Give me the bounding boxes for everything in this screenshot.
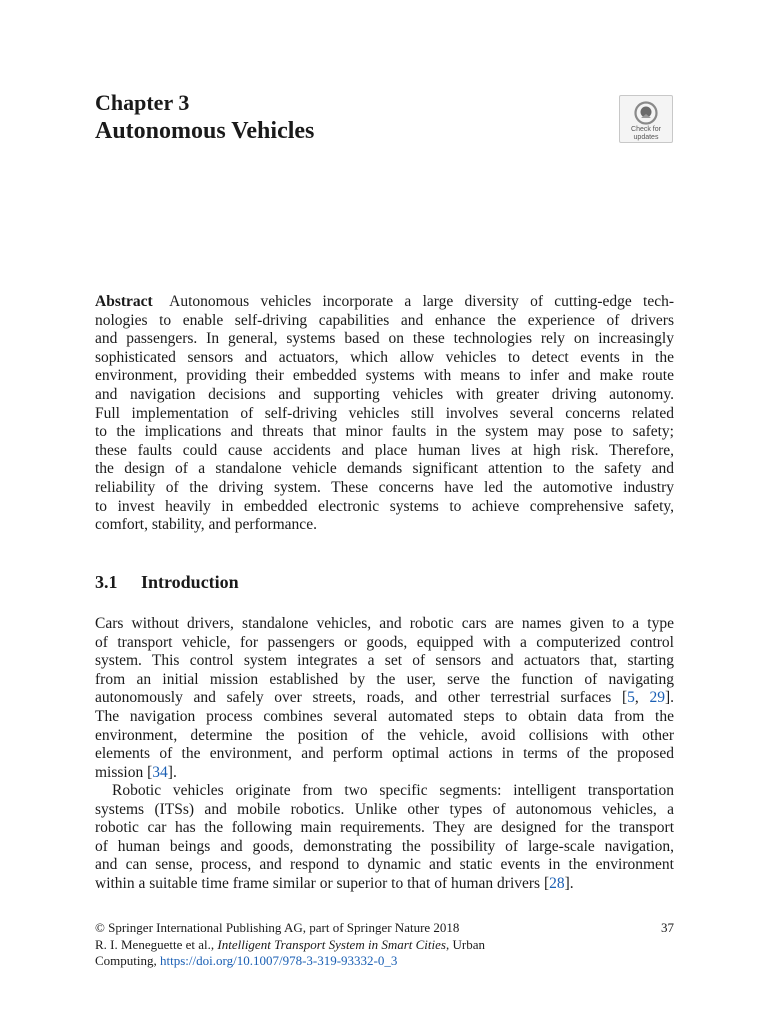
abstract-line: to invest heavily in embedded electronic systems to achieve comprehensive safety, <box>95 497 674 515</box>
citation-line: R. I. Meneguette et al., Intelligent Transport System in Smart Cities, Urban <box>95 936 485 952</box>
abstract-line: the design of a standalone vehicle demands significant attention to the safety and <box>95 460 674 478</box>
paragraph-line: systems (ITSs) and mobile robotics. Unlike other types of autonomous vehicles, a <box>95 800 674 818</box>
abstract-line: Abstract Autonomous vehicles incorporate a large diversity of cutting-edge tech- <box>95 293 674 310</box>
paragraph-line: system. This control system integrates a set of sensors and actuators that, starting <box>95 652 674 670</box>
abstract-line: nologies to enable self-driving capabilities and enhance the experience of drivers <box>95 311 674 329</box>
abstract-line: Full implementation of self-driving vehicles still involves several concerns related <box>95 404 674 422</box>
badge-text-line1: Check for <box>631 126 661 133</box>
paragraph-line: of human beings and goods, demonstrating the possibility of large-scale navigation, <box>95 837 674 855</box>
paragraph-line: Cars without drivers, standalone vehicles, and robotic cars are names given to a type <box>95 615 674 632</box>
paragraph-line: from an initial mission established by the user, serve the function of navigating <box>95 670 674 688</box>
chapter-label: Chapter 3 <box>95 90 190 115</box>
abstract-line: and navigation decisions and supporting vehicles with greater driving autonomy. <box>95 385 674 403</box>
paragraph-line: The navigation process combines several automated steps to obtain data from the <box>95 707 674 725</box>
copyright-line: © Springer International Publishing AG, part of Springer Nature 2018 <box>95 920 460 935</box>
paragraph-line: of transport vehicle, for passengers or goods, equipped with a computerized control <box>95 633 674 651</box>
paragraph-line: and can sense, process, and respond to dynamic and static events in the environment <box>95 856 674 874</box>
page-number: 37 <box>661 920 674 935</box>
abstract-line: to the implications and threats that minor faults in the system may pose to safety; <box>95 423 674 441</box>
footer <box>95 920 674 970</box>
check-for-updates-badge[interactable] <box>619 95 673 143</box>
chapter-title: Autonomous Vehicles <box>95 118 315 144</box>
abstract-line: these faults could cause accidents and place human lives at high risk. Therefore, <box>95 441 674 459</box>
paragraph-2 <box>95 782 674 894</box>
abstract-line: environment, providing their embedded systems with means to infer and make route <box>95 367 674 385</box>
abstract-line: and passengers. In general, systems based on these technologies rely on increasingly <box>95 330 674 348</box>
abstract-line: reliability of the driving system. These concerns have led the automotive industry <box>95 478 674 496</box>
paragraph-line: elements of the environment, and perform optimal actions in terms of the proposed <box>95 745 674 763</box>
abstract-line: comfort, stability, and performance. <box>95 516 317 534</box>
check-for-updates-icon <box>633 101 659 125</box>
citation-link[interactable]: 28 <box>549 874 565 892</box>
paragraph-line: mission [34]. <box>95 763 177 781</box>
abstract-label: Abstract <box>95 293 153 310</box>
book-title: Intelligent Transport System in Smart Cities <box>217 936 446 952</box>
paragraph-line: within a suitable time frame similar or superior to that of human drivers [28]. <box>95 874 574 892</box>
paragraph-line: autonomously and safely over streets, roads, and other terrestrial surfaces [5, 29]. <box>95 689 675 707</box>
section-heading <box>95 571 239 593</box>
abstract <box>95 293 674 535</box>
badge-text-line2: updates <box>633 134 659 141</box>
doi-line: Computing, https://doi.org/10.1007/978-3-319-93332-0_3 <box>95 953 398 968</box>
citation-link[interactable]: 34 <box>152 763 168 781</box>
section-title: Introduction <box>141 572 239 592</box>
paragraph-line: environment, determine the position of the vehicle, avoid collisions with other <box>95 726 674 744</box>
paragraph-1 <box>95 615 674 782</box>
citation-link[interactable]: 5 <box>627 689 635 707</box>
section-number: 3.1 <box>95 572 118 592</box>
abstract-line: sophisticated sensors and actuators, which allow vehicles to detect events in the <box>95 348 674 366</box>
doi-link[interactable]: https://doi.org/10.1007/978-3-319-93332-0_3 <box>160 953 398 968</box>
citation-link[interactable]: 29 <box>649 689 665 707</box>
paragraph-line: Robotic vehicles originate from two specific segments: intelligent transportation <box>112 782 674 799</box>
paragraph-line: robotic car has the following main requirements. They are designed for the transport <box>95 819 674 837</box>
